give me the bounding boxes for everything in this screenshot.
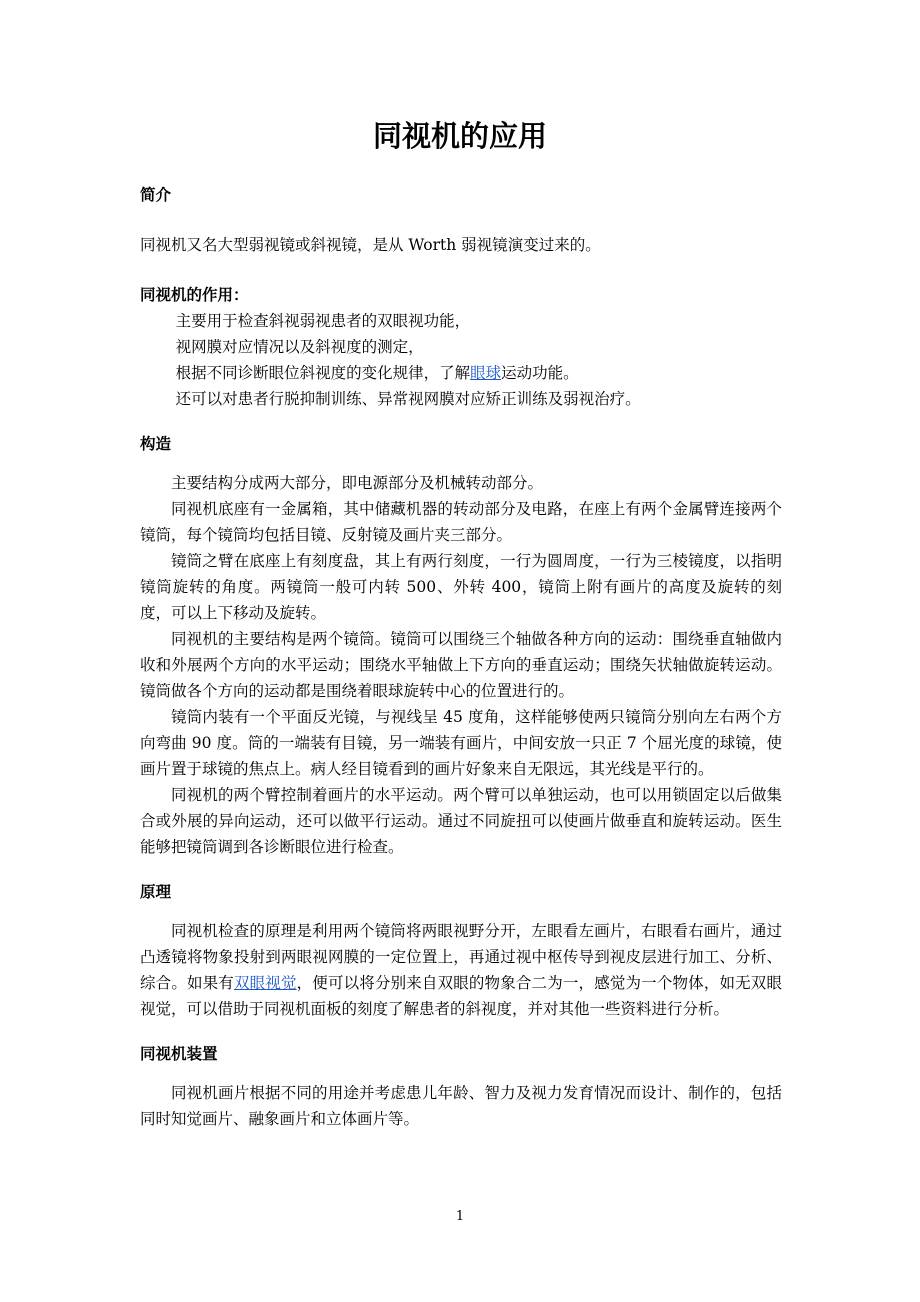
document-body: [140, 182, 782, 1132]
structure-paragraph-6: 同视机的两个臂控制着画片的水平运动。两个臂可以单独运动，也可以用锁固定以后做集合或外展的异向运动，还可以做平行运动。通过不同旋扭可以使画片做垂直和旋转运动。医生能够把镜筒调到各诊断眼位进行检查。: [140, 786, 782, 856]
function-item-3-text: 根据不同诊断眼位斜视度的变化规律，了解: [175, 364, 471, 382]
principle-text-after: ，便可以将分别来自双眼的物象合二为一，感觉为一个物体，如无双眼视觉，可以借助于同视机面板的刻度了解患者的斜视度，并对其他一些资料进行分析。: [140, 974, 782, 1018]
function-item-4: 还可以对患者行脱抑制训练、异常视网膜对应矫正训练及弱视治疗。: [175, 390, 641, 408]
device-paragraph: 同视机画片根据不同的用途并考虑患儿年龄、智力及视力发育情况而设计、制作的，包括同时知觉画片、融象画片和立体画片等。: [140, 1084, 782, 1128]
eyeball-link[interactable]: 眼球: [470, 364, 502, 382]
structure-paragraph-3: 镜筒之臂在底座上有刻度盘，其上有两行刻度，一行为圆周度，一行为三棱镜度，以指明镜筒旋转的角度。两镜筒一般可内转 500、外转 400，镜筒上附有画片的高度及旋转的刻度，可以上下移动及旋转。: [140, 552, 782, 622]
intro-paragraph: 同视机又名大型弱视镜或斜视镜，是从 Worth 弱视镜演变过来的。: [140, 236, 601, 254]
section-heading-device: 同视机装置: [140, 1045, 218, 1063]
structure-paragraph-1: 主要结构分成两大部分，即电源部分及机械转动部分。: [171, 474, 544, 492]
function-item-3: [140, 360, 782, 386]
binocular-vision-link[interactable]: 双眼视觉: [233, 974, 297, 992]
function-item-1: 主要用于检查斜视弱视患者的双眼视功能，: [175, 312, 471, 330]
structure-paragraph-5: 镜筒内装有一个平面反光镜，与视线呈 45 度角，这样能够使两只镜筒分别向左右两个方向弯曲 90 度。筒的一端装有目镜，另一端装有画片，中间安放一只正 7 个屈光度的球镜，使画片置于球镜的焦点上。病人经目镜看到的画片好象来自无限远，其光线是平行的。: [140, 708, 782, 778]
section-heading-structure: 构造: [140, 435, 172, 453]
function-item-2: 视网膜对应情况以及斜视度的测定，: [175, 338, 424, 356]
structure-paragraph-2: 同视机底座有一金属箱，其中储藏机器的转动部分及电路，在座上有两个金属臂连接两个镜筒，每个镜筒均包括目镜、反射镜及画片夹三部分。: [140, 500, 782, 544]
section-heading-intro: 简介: [140, 186, 172, 204]
principle-text-before: 同视机检查的原理是利用两个镜筒将两眼视野分开，左眼看左画片，右眼看右画片，通过凸透镜将物象投射到两眼视网膜的一定位置上，再通过视中枢传导到视皮层进行加工、分析、综合。如果有: [140, 922, 782, 992]
principle-paragraph: [140, 918, 782, 1022]
page-number: 1: [455, 1209, 465, 1224]
document-title: 同视机的应用: [372, 119, 547, 153]
structure-paragraph-4: 同视机的主要结构是两个镜筒。镜筒可以围绕三个轴做各种方向的运动：围绕垂直轴做内收和外展两个方向的水平运动；围绕水平轴做上下方向的垂直运动；围绕矢状轴做旋转运动。镜筒做各个方向的运动都是围绕着眼球旋转中心的位置进行的。: [140, 630, 782, 700]
section-heading-principle: 原理: [140, 883, 172, 901]
section-heading-function: 同视机的作用：: [140, 286, 249, 304]
function-item-3-tail: 运动功能。: [501, 364, 579, 382]
